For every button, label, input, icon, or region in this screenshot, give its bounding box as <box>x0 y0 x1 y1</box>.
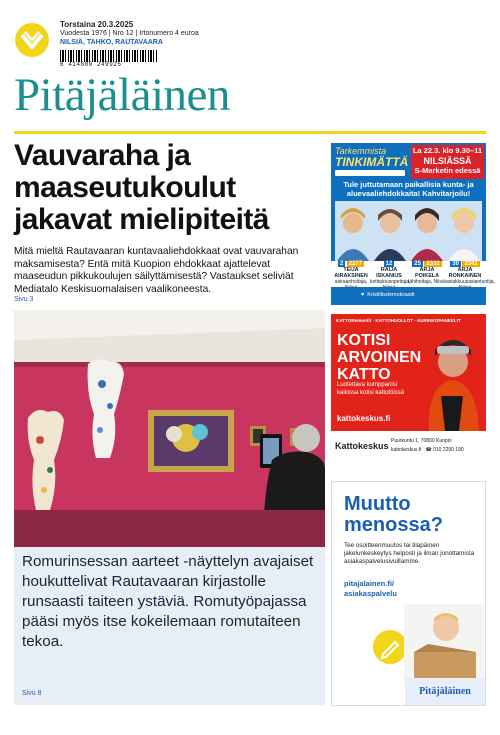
ad-kd-event-box <box>411 145 484 179</box>
ad-kd-party-bar <box>331 287 486 305</box>
newspaper-title: Pitäjäläinen <box>14 69 230 121</box>
ad-roof-categories: KATTORemontit · KATTOHUOLLOT · AURINKOPANEELIT <box>336 318 461 323</box>
coverage-area: NILSIÄ, TAHKO, RAUTAVAARA <box>60 39 163 46</box>
ad-move-title-line: Muutto <box>344 493 411 515</box>
ad-kattokeskus[interactable] <box>331 314 486 471</box>
ad-roof-url[interactable]: kattokeskus.fi <box>337 414 391 423</box>
barcode-number: 6 414880 249925 <box>60 61 122 68</box>
candidate-name: ARJA POIKELA <box>415 267 439 279</box>
ad-kd-when3: S-Marketin edessä <box>414 166 481 175</box>
candidate-3 <box>408 261 446 285</box>
candidate-desc: kotitalousopettaja, <box>370 279 411 285</box>
photo-caption[interactable]: Romurinsessan aarteet -näyttelyn avajaiset houkuttelivat Rautavaaran kirjastolle runsaasti taiteen ystäviä. Romutyöpajassa pääsi myös itse kokeilemaan romutaiteen tekoa. <box>22 553 314 650</box>
phone-icon: ☎ <box>425 447 432 453</box>
candidate-photos <box>335 201 482 261</box>
ad-roof-contact <box>391 437 464 455</box>
ad-kd-when1: La 22.3. klo 9.30–11 <box>412 146 483 155</box>
candidate-desc: asiakkuusasiantuntija, <box>446 279 495 285</box>
pencil-icon <box>373 630 407 664</box>
ad-moving[interactable] <box>331 481 486 706</box>
ad-roof-title-line: KATTO <box>337 366 391 383</box>
heart-icon: ♥ <box>361 292 365 298</box>
candidate-number-2: 2332 <box>426 261 440 267</box>
ad-roof-text: Luotettava kumppanisi kaikissa kotisi kattotöissä <box>337 382 405 396</box>
candidate-list <box>331 261 495 287</box>
ad-kd-tag1: Tarkemmista <box>335 146 387 156</box>
ad-roof-phone: 010 2290 190 <box>433 447 464 453</box>
newspaper-logo-icon <box>14 22 50 58</box>
exhibition-photo <box>14 310 325 547</box>
ad-move-link-line[interactable]: asiakaspalvelu <box>344 589 397 598</box>
candidate-number: 2 <box>339 261 344 267</box>
ad-move-link-line[interactable]: pitajalainen.fi/ <box>344 579 395 588</box>
candidate-number: 30 <box>452 261 459 267</box>
ad-roof-title-line: ARVOINEN <box>337 349 422 366</box>
candidate-name: TEIJA AIRAKSINEN <box>334 267 368 279</box>
ad-move-title <box>344 494 443 536</box>
candidate-desc: lähihoitaja, Nilsiä <box>408 279 446 285</box>
candidate-name: ARJA RONKAINEN <box>448 267 482 279</box>
roofer-photo <box>419 326 486 431</box>
candidate-number-2: 2277 <box>348 261 363 267</box>
headline-lead: Mitä mieltä Rautavaaran kuntavaaliehdokkaat ovat vauvarahan maksamisesta? Entä mitä Kuopion ehdokkaat ajattelevat maaseudun pikkukoulujen säilyttämisestä? Vastaukset seliviät Mediatalo Keskisuomalaisen vaalikoneesta. <box>14 246 299 295</box>
ad-roof-web[interactable]: kattokeskus.fi <box>391 447 422 453</box>
candidate-name: RAIJA ISKANIUS <box>376 267 402 279</box>
ad-roof-title <box>337 332 421 383</box>
ad-roof-address: Puurkuntu 1, 70800 Kuopio <box>391 438 452 444</box>
ad-kd-candidates[interactable] <box>331 143 495 305</box>
ad-roof-brand: Kattokeskus <box>335 441 389 451</box>
ad-kd-message: Tule juttutamaan paikallisia kunta- ja aluevaaliehdokkaita! Kahvitarjoilu! <box>331 180 486 198</box>
ad-move-logo: Pitäjäläinen <box>405 678 485 705</box>
main-headline[interactable]: Vauvaraha ja maaseutukoulut jakavat mielipiteitä <box>14 139 269 236</box>
issue-date: Torstaina 20.3.2025 <box>60 20 134 29</box>
ad-roof-title-line: KOTISI <box>337 332 391 349</box>
caption-page-ref[interactable]: Sivu 8 <box>22 690 42 697</box>
child-in-box-photo <box>404 604 484 684</box>
issue-number: Vuodesta 1976 | Nro 12 | Irtonumero 4 euroa <box>60 30 199 37</box>
masthead-divider <box>14 131 486 134</box>
candidate-number-2: 2341 <box>464 261 478 267</box>
headline-page-ref[interactable]: Sivu 3 <box>14 296 34 303</box>
ad-roof-footer <box>331 431 486 471</box>
ad-kd-tag2: TINKIMÄTTÄ <box>335 155 409 169</box>
candidate-number: 25 <box>414 261 421 267</box>
candidate-number: 12 <box>385 261 393 267</box>
ad-kd-party: Kristillisdemokraatit <box>367 292 415 298</box>
ad-move-title-line: menossa? <box>344 514 443 536</box>
ad-kd-when2: NILSIÄSSÄ <box>423 156 472 166</box>
candidate-desc: sairaanhoitaja, <box>334 279 368 285</box>
ad-move-text: Tee osoitteenmuutos tai tilapäinen jakelunkeskeytys helposti ja ilman jonottamista asiakaspalvelusivuillamme. <box>344 542 475 565</box>
issue-meta <box>60 20 199 47</box>
ad-move-link[interactable] <box>344 579 397 599</box>
ad-roof-web-phone <box>391 446 464 455</box>
ad-kd-subtag <box>335 170 405 176</box>
